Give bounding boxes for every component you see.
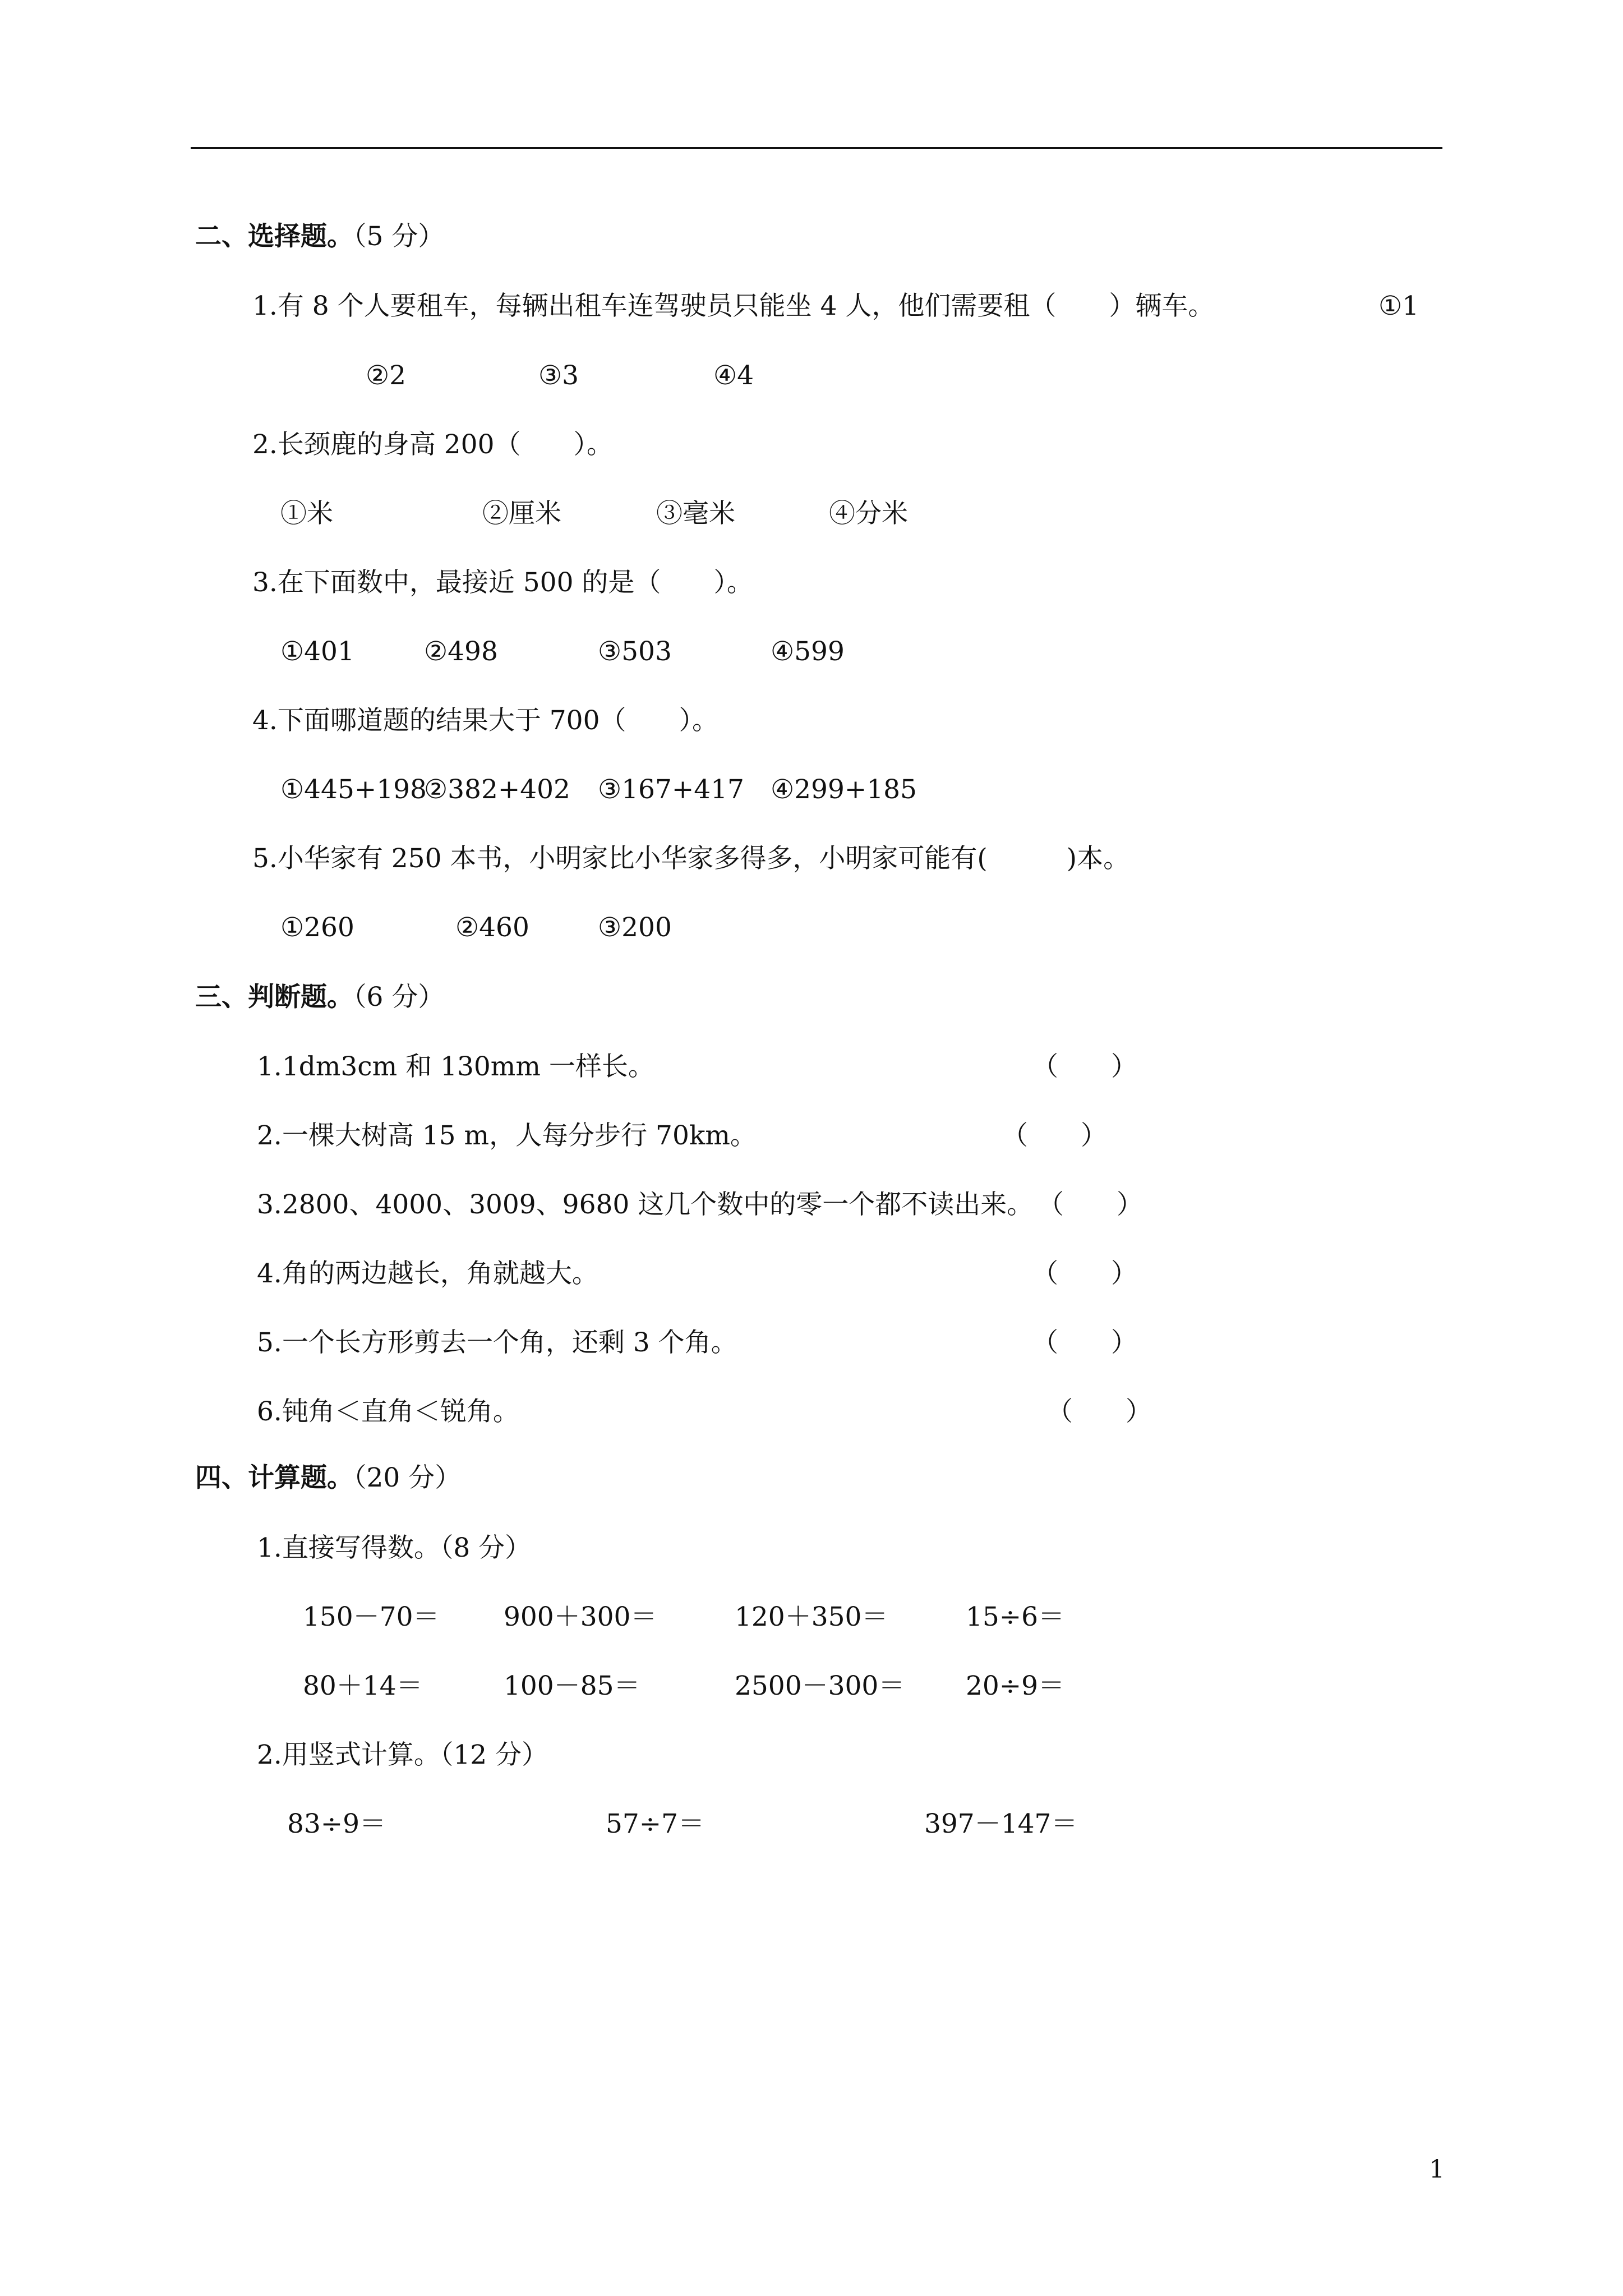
answer-bracket-4: （ ） bbox=[1032, 1258, 1137, 1289]
mental-calc-item: 2500－300＝ bbox=[735, 1671, 905, 1701]
section-heading-judgement bbox=[195, 981, 444, 1014]
q2-option-1: ①米 bbox=[280, 498, 333, 529]
mental-calc-item: 900＋300＝ bbox=[504, 1602, 657, 1632]
q5-option-1: ①260 bbox=[280, 912, 354, 943]
answer-bracket-2: （ ） bbox=[1002, 1120, 1107, 1151]
header-rule bbox=[191, 147, 1442, 149]
calc-sub1-instruction: 1.直接写得数。（8 分） bbox=[257, 1533, 532, 1563]
mental-calc-item: 15÷6＝ bbox=[966, 1602, 1065, 1632]
vertical-calc-item: 57÷7＝ bbox=[606, 1809, 705, 1839]
section-title: 三、判断题。 bbox=[195, 982, 353, 1013]
vertical-calc-item: 397－147＝ bbox=[924, 1809, 1078, 1839]
q5-option-3: ③200 bbox=[598, 912, 672, 943]
q2-option-4: ④分米 bbox=[829, 498, 908, 529]
q5-option-2: ②460 bbox=[455, 912, 529, 943]
judgement-item-4: 4.角的两边越长，角就越大。 bbox=[257, 1258, 598, 1289]
judgement-item-6: 6.钝角＜直角＜锐角。 bbox=[257, 1396, 519, 1427]
q4-option-2: ②382+402 bbox=[424, 774, 570, 805]
vertical-calc-item: 83÷9＝ bbox=[287, 1809, 386, 1839]
q1-option-4: ④4 bbox=[713, 360, 754, 391]
q3-option-4: ④599 bbox=[771, 636, 845, 667]
judgement-item-1: 1.1dm3cm 和 130mm 一样长。 bbox=[257, 1051, 654, 1082]
question-3: 3.在下面数中，最接近 500 的是（ ）。 bbox=[252, 567, 753, 598]
mental-calc-item: 100－85＝ bbox=[504, 1671, 640, 1701]
calc-sub2-instruction: 2.用竖式计算。（12 分） bbox=[257, 1740, 548, 1770]
section-heading-calculation bbox=[195, 1461, 461, 1495]
mental-calc-item: 150－70＝ bbox=[303, 1602, 440, 1632]
q4-option-1: ①445+198 bbox=[280, 774, 427, 805]
answer-bracket-5: （ ） bbox=[1032, 1327, 1137, 1358]
section-score: （5 分） bbox=[353, 221, 445, 252]
q4-option-4: ④299+185 bbox=[771, 774, 917, 805]
judgement-item-5: 5.一个长方形剪去一个角，还剩 3 个角。 bbox=[257, 1327, 737, 1358]
judgement-item-2: 2.一棵大树高 15 m，人每分步行 70km。 bbox=[257, 1120, 757, 1151]
mental-calc-item: 80＋14＝ bbox=[303, 1671, 423, 1701]
answer-bracket-3: （ ） bbox=[1038, 1189, 1143, 1220]
answer-bracket-6: （ ） bbox=[1046, 1396, 1152, 1427]
section-heading-choice bbox=[195, 220, 444, 254]
section-score: （20 分） bbox=[353, 1462, 462, 1493]
mental-calc-item: 120＋350＝ bbox=[735, 1602, 888, 1632]
page-number: 1 bbox=[1429, 2155, 1445, 2184]
q3-option-3: ③503 bbox=[598, 636, 672, 667]
q1-option-2: ②2 bbox=[366, 360, 407, 391]
answer-bracket-1: （ ） bbox=[1032, 1051, 1137, 1082]
q1-option-3: ③3 bbox=[538, 360, 579, 391]
mental-calc-item: 20÷9＝ bbox=[966, 1671, 1065, 1701]
q1-option-1: ①1 bbox=[1378, 291, 1419, 321]
section-title: 二、选择题。 bbox=[195, 221, 353, 252]
q4-option-3: ③167+417 bbox=[598, 774, 744, 805]
q3-option-2: ②498 bbox=[424, 636, 498, 667]
section-score: （6 分） bbox=[353, 982, 445, 1013]
section-title: 四、计算题。 bbox=[195, 1462, 353, 1493]
q3-option-1: ①401 bbox=[280, 636, 354, 667]
question-4: 4.下面哪道题的结果大于 700（ ）。 bbox=[252, 705, 718, 736]
question-5: 5.小华家有 250 本书，小明家比小华家多得多，小明家可能有( )本。 bbox=[252, 843, 1130, 874]
judgement-item-3: 3.2800、4000、3009、9680 这几个数中的零一个都不读出来。 bbox=[257, 1189, 1034, 1220]
q2-option-3: ③毫米 bbox=[656, 498, 735, 529]
q2-option-2: ②厘米 bbox=[482, 498, 561, 529]
question-2: 2.长颈鹿的身高 200（ ）。 bbox=[252, 429, 613, 460]
question-1: 1.有 8 个人要租车，每辆出租车连驾驶员只能坐 4 人，他们需要租（ ）辆车。 bbox=[252, 291, 1215, 321]
